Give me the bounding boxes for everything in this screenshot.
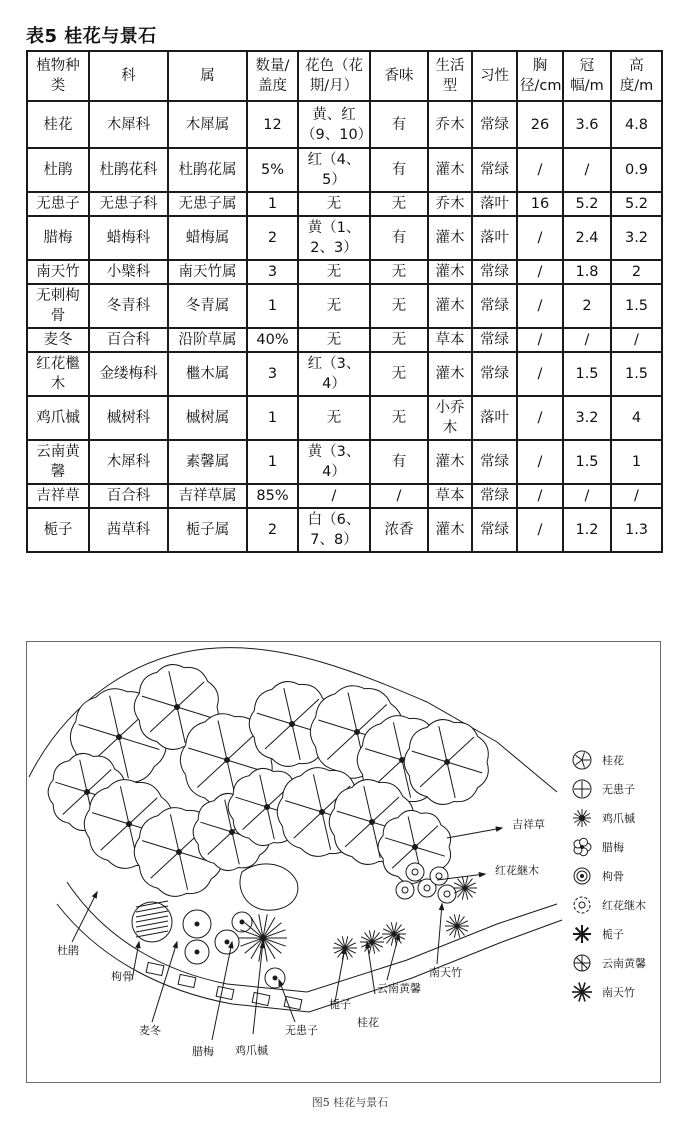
tree-trunk (117, 735, 122, 740)
table-cell: 槭树科 (89, 396, 168, 440)
table-cell: 沿阶草属 (168, 328, 247, 352)
table-cell: / (517, 148, 563, 192)
table-row (27, 484, 662, 508)
legend-gougu-core (580, 874, 584, 878)
table-cell: 南天竹 (27, 260, 89, 284)
tree-trunk (320, 810, 325, 815)
table-cell: 南天竹属 (168, 260, 247, 284)
legend-jizhuaqi-icon (579, 815, 585, 821)
plan-label-guihua: 桂花 (357, 1016, 379, 1029)
table-cell: 落叶 (472, 396, 517, 440)
table-cell: 木犀属 (168, 101, 247, 148)
zhizi-symbol (185, 940, 209, 964)
zhizi-core (273, 976, 277, 980)
table-cell: 灌木 (428, 148, 472, 192)
column-header: 植物种类 (27, 51, 89, 101)
table-cell: 灌木 (428, 508, 472, 552)
table-cell: / (517, 440, 563, 484)
table-cell: 2 (611, 260, 662, 284)
table-cell: 常绿 (472, 260, 517, 284)
plan-label-maidong: 麦冬 (139, 1024, 161, 1037)
table-cell: 2 (247, 216, 298, 260)
osmanthus-tree-symbol (404, 720, 488, 805)
column-header: 冠幅/m (563, 51, 611, 101)
legend-item (574, 868, 624, 884)
table-cell: 85% (247, 484, 298, 508)
table-cell: 红（3、4） (298, 352, 370, 396)
plan-label-honghua: 红花継木 (495, 864, 539, 877)
table-cell: 桂花 (27, 101, 89, 148)
table-cell: 灌木 (428, 216, 472, 260)
table-title: 表5 桂花与景石 (26, 26, 157, 47)
table-cell: 灌木 (428, 284, 472, 328)
table-cell: 常绿 (472, 148, 517, 192)
leader-line (152, 942, 177, 1022)
table-cell: 栀子属 (168, 508, 247, 552)
plan-label-gougu: 枸骨 (111, 970, 133, 983)
zhizi-symbol (215, 930, 239, 954)
table-cell: / (517, 260, 563, 284)
column-header: 属 (168, 51, 247, 101)
leader-line (279, 980, 295, 1022)
table-cell: 小檗科 (89, 260, 168, 284)
table-cell: 灌木 (428, 260, 472, 284)
honghua-core (444, 891, 450, 897)
table-cell: / (298, 484, 370, 508)
table-cell: 常绿 (472, 484, 517, 508)
legend-lamei-petal (580, 838, 588, 846)
table-cell: 茜草科 (89, 508, 168, 552)
table-cell: 3.6 (563, 101, 611, 148)
table-cell: 1.5 (611, 284, 662, 328)
table-cell: 素馨属 (168, 440, 247, 484)
table-cell: 栀子 (27, 508, 89, 552)
table-row (27, 328, 662, 352)
table-cell: 落叶 (472, 216, 517, 260)
leader-arrow (93, 892, 97, 898)
shrub-symbol (360, 930, 384, 953)
table-cell: 杜鹃花科 (89, 148, 168, 192)
table-cell: / (517, 216, 563, 260)
plan-label-dujuan: 杜鹃 (57, 944, 79, 957)
table-cell: 1.3 (611, 508, 662, 552)
table-cell: 1.8 (563, 260, 611, 284)
shrub-spoke (263, 938, 286, 946)
legend-item (573, 809, 635, 827)
table-cell: 1.2 (563, 508, 611, 552)
table-cell: 5.2 (611, 192, 662, 216)
table-cell: 吉祥草属 (168, 484, 247, 508)
stepping-stone (252, 992, 270, 1005)
column-header: 数量/盖度 (247, 51, 298, 101)
table-row (27, 508, 662, 552)
table-cell: / (611, 484, 662, 508)
gougu-symbol (132, 901, 172, 942)
legend-item (573, 925, 624, 943)
table-cell: 红花檵木 (27, 352, 89, 396)
column-header: 科 (89, 51, 168, 101)
legend-lamei-icon (580, 845, 584, 849)
shrub-symbol (382, 922, 406, 945)
leader-line (437, 904, 442, 964)
table-cell: 浓香 (370, 508, 428, 552)
legend-label: 桂花 (602, 754, 624, 767)
tree-trunk (355, 730, 360, 735)
legend-item (573, 751, 624, 769)
tree-trunk (265, 805, 270, 810)
legend-label: 枸骨 (602, 870, 624, 883)
table-cell: 常绿 (472, 101, 517, 148)
table-cell: 无 (370, 396, 428, 440)
table-cell: 冬青科 (89, 284, 168, 328)
table-cell: / (517, 508, 563, 552)
leader-arrow (173, 942, 177, 948)
table-cell: / (517, 352, 563, 396)
table-cell: 无 (298, 284, 370, 328)
table-row (27, 352, 662, 396)
table-cell: 无 (298, 396, 370, 440)
table-cell: 灌木 (428, 440, 472, 484)
leader-line (335, 948, 345, 1002)
legend-item (574, 838, 624, 856)
table-cell: 5.2 (563, 192, 611, 216)
legend-item (572, 982, 635, 1001)
legend-label: 鸡爪槭 (602, 812, 635, 825)
table-cell: 有 (370, 148, 428, 192)
table-cell: 无 (370, 328, 428, 352)
table-cell: 2.4 (563, 216, 611, 260)
table-row (27, 101, 662, 148)
legend-item (573, 780, 635, 798)
table-cell: 1.5 (611, 352, 662, 396)
honghua-symbol (406, 863, 424, 881)
legend-label: 云南黄馨 (602, 957, 646, 970)
table-cell: 常绿 (472, 508, 517, 552)
shrub-symbol (453, 876, 477, 899)
tree-trunk (127, 822, 132, 827)
table-cell: 1 (247, 284, 298, 328)
honghua-core (424, 885, 430, 891)
zhizi-core (195, 950, 199, 954)
leader-arrow (479, 873, 485, 877)
table-cell: 小乔木 (428, 396, 472, 440)
table-cell: 无 (370, 352, 428, 396)
table-cell: 蜡梅属 (168, 216, 247, 260)
planting-plan-drawing (27, 642, 661, 1083)
tree-trunk (177, 850, 182, 855)
table-cell: / (563, 328, 611, 352)
table-cell: 常绿 (472, 352, 517, 396)
plan-label-zhizi: 栀子 (329, 998, 351, 1011)
table-cell: 有 (370, 440, 428, 484)
honghua-core (402, 887, 408, 893)
plan-label-jizhuaqi: 鸡爪槭 (235, 1044, 268, 1057)
column-header: 花色（花期/月） (298, 51, 370, 101)
table-cell: / (563, 148, 611, 192)
leader-line (253, 942, 263, 1034)
table-cell: 黄、红（9、10） (298, 101, 370, 148)
table-cell: 云南黄馨 (27, 440, 89, 484)
table-cell: / (517, 328, 563, 352)
table-cell: 常绿 (472, 440, 517, 484)
table-cell: 杜鹃花属 (168, 148, 247, 192)
table-cell: 草本 (428, 328, 472, 352)
legend-label: 南天竹 (602, 986, 635, 999)
tree-trunk (413, 845, 418, 850)
stepping-stone (146, 962, 164, 975)
table-cell: 檵木属 (168, 352, 247, 396)
zhizi-symbol (232, 912, 252, 932)
zhizi-core (225, 940, 229, 944)
table-cell: 4.8 (611, 101, 662, 148)
table-cell: 无患子 (27, 192, 89, 216)
table-cell: 常绿 (472, 284, 517, 328)
table-cell: 有 (370, 101, 428, 148)
plan-label-nantian: 南天竹 (429, 966, 462, 979)
tree-trunk (445, 760, 450, 765)
table-cell: 吉祥草 (27, 484, 89, 508)
stepping-stone (216, 986, 234, 999)
table-cell: 木犀科 (89, 440, 168, 484)
tree-trunk (370, 820, 375, 825)
table-cell: 1 (247, 192, 298, 216)
tree-trunk (290, 722, 295, 727)
column-header: 香味 (370, 51, 428, 101)
table-cell: / (563, 484, 611, 508)
table-row (27, 192, 662, 216)
table-row (27, 396, 662, 440)
table-cell: 2 (563, 284, 611, 328)
table-cell: 16 (517, 192, 563, 216)
table-cell: 无 (298, 260, 370, 284)
legend-label: 红花继木 (602, 899, 646, 912)
table-cell: 无 (298, 328, 370, 352)
honghua-symbol (396, 881, 414, 899)
table-cell: 白（6、7、8） (298, 508, 370, 552)
table-row (27, 260, 662, 284)
rock-outline (240, 864, 298, 910)
plan-label-wuhuanzi: 无患子 (285, 1024, 318, 1037)
planting-plan-figure (26, 641, 661, 1083)
table-cell: 常绿 (472, 328, 517, 352)
zhizi-symbol (183, 910, 211, 938)
leader-arrow (439, 904, 443, 910)
table-cell: 冬青属 (168, 284, 247, 328)
legend-label: 无患子 (602, 783, 635, 796)
shrub-spoke (240, 930, 263, 938)
table-cell: 百合科 (89, 484, 168, 508)
honghua-symbol (430, 867, 448, 885)
table-cell: 腊梅 (27, 216, 89, 260)
table-cell: 3 (247, 260, 298, 284)
honghua-core (436, 873, 442, 879)
table-cell: / (517, 396, 563, 440)
table-cell: 1.5 (563, 440, 611, 484)
column-header: 生活型 (428, 51, 472, 101)
table-cell: 有 (370, 216, 428, 260)
table-cell: 黄（1、2、3） (298, 216, 370, 260)
table-cell: 蜡梅科 (89, 216, 168, 260)
table-cell: 1 (611, 440, 662, 484)
table-cell: 无 (370, 192, 428, 216)
legend-item (574, 897, 646, 913)
table-cell: 鸡爪槭 (27, 396, 89, 440)
leader-arrow (496, 827, 502, 831)
table-cell: 木犀科 (89, 101, 168, 148)
column-header: 高度/m (611, 51, 662, 101)
table-cell: 无患子属 (168, 192, 247, 216)
zhizi-core (240, 920, 244, 924)
table-cell: 2 (247, 508, 298, 552)
table-cell: / (517, 484, 563, 508)
table-cell: 乔木 (428, 192, 472, 216)
table-cell: / (611, 328, 662, 352)
table-cell: 40% (247, 328, 298, 352)
table-cell: 黄（3、4） (298, 440, 370, 484)
table-row (27, 216, 662, 260)
tree-trunk (175, 705, 180, 710)
table-cell: 26 (517, 101, 563, 148)
shrub-spoke (240, 938, 263, 946)
table-header-row (27, 51, 662, 101)
table-cell: 1 (247, 396, 298, 440)
table-cell: 无 (370, 260, 428, 284)
legend-label: 腊梅 (602, 841, 624, 854)
table-cell: 无 (298, 192, 370, 216)
table-cell: 无刺枸骨 (27, 284, 89, 328)
column-header: 习性 (472, 51, 517, 101)
tree-trunk (230, 830, 235, 835)
table-cell: 杜鹃 (27, 148, 89, 192)
table-cell: 3 (247, 352, 298, 396)
table-cell: 乔木 (428, 101, 472, 148)
table-cell: / (370, 484, 428, 508)
table-row (27, 148, 662, 192)
leader-arrow (136, 942, 140, 948)
leader-line (447, 828, 502, 838)
table-cell: 1.5 (563, 352, 611, 396)
stepping-stone (178, 974, 196, 987)
table-cell: 金缕梅科 (89, 352, 168, 396)
shrub-symbol (445, 914, 469, 937)
table-cell: 百合科 (89, 328, 168, 352)
table-row (27, 284, 662, 328)
table-cell: / (517, 284, 563, 328)
tree-trunk (85, 790, 90, 795)
plan-label-lamei: 腊梅 (192, 1045, 214, 1058)
table-cell: 3.2 (611, 216, 662, 260)
stepping-stone (284, 996, 302, 1009)
tree-trunk (225, 758, 230, 763)
table-cell: 0.9 (611, 148, 662, 192)
zhizi-core (195, 922, 199, 926)
table-cell: 12 (247, 101, 298, 148)
table-row (27, 440, 662, 484)
legend-honghua-core (579, 902, 585, 908)
table-cell: 无患子科 (89, 192, 168, 216)
table-cell: 落叶 (472, 192, 517, 216)
plan-label-jixiangcao: 吉祥草 (512, 818, 545, 831)
shrub-spoke (263, 930, 286, 938)
table-cell: 麦冬 (27, 328, 89, 352)
honghua-core (412, 869, 418, 875)
table-cell: 4 (611, 396, 662, 440)
table-cell: 槭树属 (168, 396, 247, 440)
legend-item (574, 955, 646, 971)
table-cell: 3.2 (563, 396, 611, 440)
table-cell: 1 (247, 440, 298, 484)
table-cell: 红（4、5） (298, 148, 370, 192)
plan-label-yunnan: 云南黄馨 (377, 982, 421, 995)
table-cell: 无 (370, 284, 428, 328)
leader-line (212, 942, 232, 1040)
table-cell: 灌木 (428, 352, 472, 396)
figure-caption: 图5 桂花与景石 (311, 1096, 389, 1109)
table-cell: 5% (247, 148, 298, 192)
legend-label: 栀子 (602, 928, 624, 941)
column-header: 胸径/cm (517, 51, 563, 101)
plant-table (26, 50, 663, 553)
table-cell: 草本 (428, 484, 472, 508)
